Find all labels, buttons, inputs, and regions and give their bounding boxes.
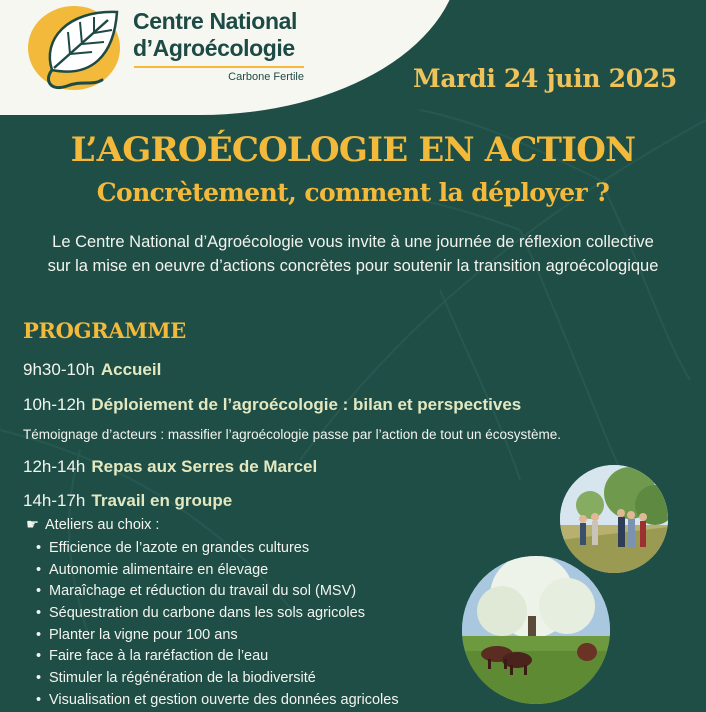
event-intro: Le Centre National d’Agroécologie vous invite à une journée de réflexion collective sur la mise en oeuvre d’actions concrètes pour soutenir la transition agroécologique xyxy=(47,233,659,275)
event-subtitle: Concrètement, comment la déployer ? xyxy=(96,178,610,207)
pointing-hand-icon: ☛ xyxy=(26,517,39,533)
programme-time: 14h-17h xyxy=(23,491,86,510)
list-item: • Planter la vigne pour 100 ans xyxy=(36,625,399,647)
programme-item xyxy=(23,457,317,477)
logo-divider xyxy=(134,66,304,68)
photo-orchard-cattle xyxy=(462,556,610,704)
list-item: • Visualisation et gestion ouverte des données agricoles xyxy=(36,690,399,712)
list-item: • Autonomie alimentaire en élevage xyxy=(36,560,399,582)
ateliers-intro-text: Ateliers au choix : xyxy=(45,517,160,533)
event-date: Mardi 24 juin 2025 xyxy=(413,64,677,93)
programme-item xyxy=(23,395,521,415)
programme-item xyxy=(23,491,232,511)
programme-label: Repas aux Serres de Marcel xyxy=(91,457,318,476)
programme-heading: PROGRAMME xyxy=(23,318,187,343)
programme-time: 12h-14h xyxy=(23,457,86,476)
logo-name-line1: Centre National xyxy=(133,8,297,34)
event-title: L’AGROÉCOLOGIE EN ACTION xyxy=(70,130,636,170)
programme-item xyxy=(23,360,161,380)
list-item: • Séquestration du carbone dans les sols agricoles xyxy=(36,603,399,625)
ateliers-intro xyxy=(26,517,159,533)
logo-name-line2: d’Agroécologie xyxy=(133,35,295,61)
ateliers-list xyxy=(36,538,399,712)
programme-label: Déploiement de l’agroécologie : bilan et perspectives xyxy=(91,395,522,414)
logo-name xyxy=(133,8,323,62)
programme-time: 9h30-10h xyxy=(23,360,95,379)
programme-time: 10h-12h xyxy=(23,395,86,414)
programme-label: Travail en groupe xyxy=(91,491,233,510)
programme-note: Témoignage d’acteurs : massifier l’agroécologie passe par l’action de tout un écosystème. xyxy=(23,427,562,442)
list-item: • Stimuler la régénération de la biodiversité xyxy=(36,668,399,690)
leaf-logo-icon xyxy=(22,0,132,98)
logo-tagline: Carbone Fertile xyxy=(228,71,304,83)
photo-group-walk xyxy=(560,465,668,573)
list-item: • Efficience de l’azote en grandes cultures xyxy=(36,538,399,560)
list-item: • Maraîchage et réduction du travail du sol (MSV) xyxy=(36,581,399,603)
list-item: • Faire face à la raréfaction de l’eau xyxy=(36,646,399,668)
programme-label: Accueil xyxy=(100,360,162,379)
